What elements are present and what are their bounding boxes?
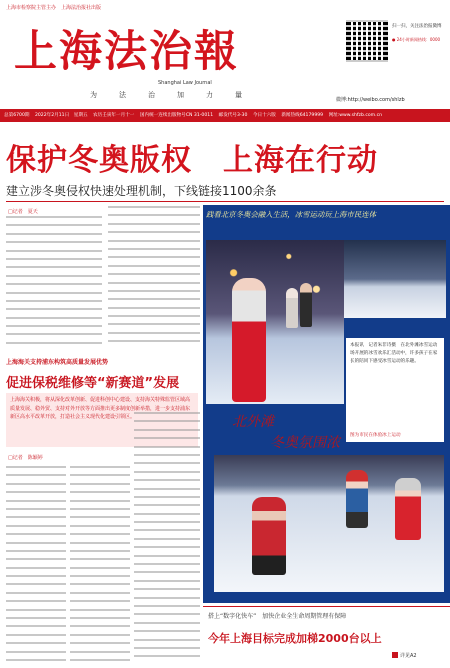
- lead-subhead: 建立涉冬奥侵权快速处理机制，下线链接1100余条: [6, 184, 277, 198]
- child-skater-figure: [346, 470, 368, 528]
- divider: [203, 606, 450, 607]
- photo-feature-title: 践看北京冬奥会融入生活，冰雪运动玩上海市民连体: [206, 210, 376, 219]
- page-count: 今日十六版: [252, 113, 276, 118]
- second-story-body-col2: [70, 466, 130, 666]
- postal-code: 邮发代号3-30: [218, 113, 248, 118]
- ice-rink-photo-side[interactable]: [344, 240, 446, 318]
- second-story-byline: □记者 陈颖婷: [8, 455, 43, 461]
- child-skater-figure: [252, 497, 286, 575]
- page-reference[interactable]: 详见A2: [400, 653, 417, 659]
- second-story-title[interactable]: 促进保税维修等“新赛道”发展: [6, 376, 180, 391]
- lead-body-text-continued: [108, 206, 200, 349]
- website[interactable]: 网址:www.shfzb.com.cn: [328, 113, 383, 118]
- photo-title-line2: 冬奥氛围浓: [270, 435, 340, 451]
- skater-figure: [300, 283, 312, 327]
- child-skater-figure: [395, 478, 421, 540]
- issue-number: 总第6700期: [4, 113, 30, 118]
- masthead-english: Shanghai Law Journal: [158, 80, 212, 86]
- lead-byline: □记者 夏天: [8, 209, 38, 215]
- weibo-link[interactable]: 微博:http://weibo.com/shlzb: [336, 97, 405, 103]
- bottom-teaser-title[interactable]: 今年上海目标完成加梯2000台以上: [208, 632, 382, 645]
- qr-code-overlay: [346, 20, 388, 62]
- news-hotline: 新闻热线64179999: [281, 113, 324, 118]
- masthead-slogan: 为法治加力量: [90, 91, 264, 99]
- lunar-date: 农历壬寅年一月十一: [93, 113, 135, 118]
- issue-date: 2022年2月11日 星期五: [34, 113, 88, 118]
- performer-figure: [232, 278, 266, 402]
- qr-caption: 扫一扫，关注法治报微博: [392, 24, 442, 29]
- second-story-body-col3: [134, 412, 200, 666]
- second-story-kicker: 上海海关支持浦东构筑高质量发展优势: [6, 359, 109, 366]
- second-story-body-col1: [6, 466, 66, 666]
- photo-caption-credit: 图为市民在体验冰上运动: [350, 433, 401, 438]
- skater-figure: [286, 288, 298, 328]
- photo-caption-text: 本报讯 记者朱非诗摄 在北外滩冰雪运动场开展的冰雪欢乐汇活动中，许多孩子在家长的陪同下感受冰雪运动的乐趣。: [350, 343, 438, 364]
- bottom-teaser-kicker: 搭上“数字化快车” 加快企业全生命周期管理有保障: [208, 613, 347, 620]
- page-ref-icon: [392, 652, 398, 658]
- summary-text: 上海海关积极，将从深化改革创新、促进科创中心建设、支持海关特殊监管区域高质量发展、稳外贸、支持对外开放等方面推出更多制度创新举措，进一步支持浦东新区高水平改革开放，打造社会主义现代化建设引领区。: [10, 397, 191, 420]
- masthead-title: 上海法治報: [14, 27, 239, 77]
- ice-rink-photo-main[interactable]: [206, 240, 344, 404]
- hotline-note: ● 24小时新闻热线：0000: [392, 37, 441, 42]
- masthead-topline: 上海市检察院主管主办 上海法治报社出版: [6, 5, 102, 11]
- lead-headline[interactable]: 保护冬奥版权 上海在行动: [6, 143, 378, 178]
- lead-body-text: [6, 216, 102, 350]
- photo-title-line1: 北外滩: [232, 414, 274, 430]
- divider: [6, 201, 444, 202]
- issue-info-bar: [0, 109, 450, 122]
- publication-number: 国内统一连续出版物号CN 31-0011: [139, 113, 214, 118]
